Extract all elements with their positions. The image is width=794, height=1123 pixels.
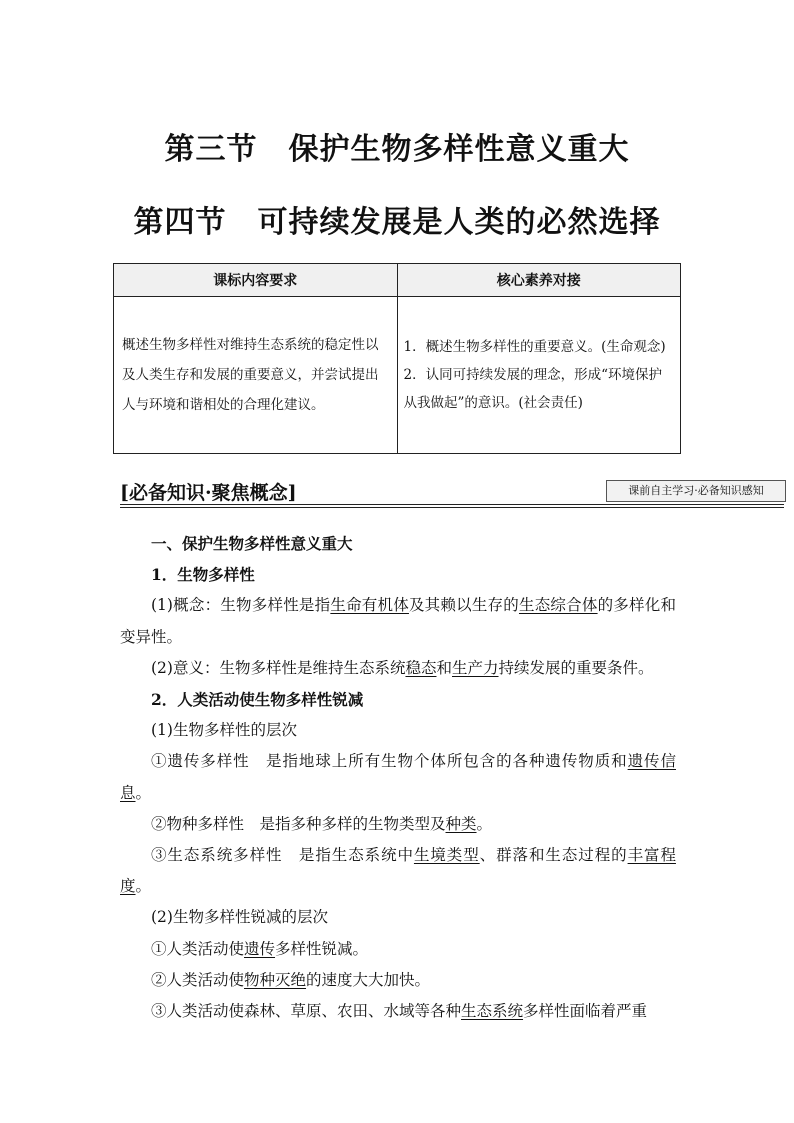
- blank-answer: 生态系统: [461, 1002, 524, 1021]
- paragraph-concept: (1)概念：生物多样性是指生命有机体及其赖以生存的生态综合体的多样化和变异性。: [120, 596, 676, 646]
- competency-item: 2．认同可持续发展的理念，形成“环境保护从我做起”的意识。(社会责任): [403, 367, 662, 411]
- blank-answer: 生产力: [452, 658, 499, 677]
- blank-answer: 生境类型: [413, 846, 480, 865]
- section-rule-bottom: [120, 507, 784, 508]
- table-header-requirements: 课标内容要求: [114, 264, 398, 297]
- paragraph-decline-3: ③人类活动使森林、草原、农田、水域等各种生态系统多样性面临着严重: [151, 1002, 648, 1021]
- heading-1-1: 1．生物多样性: [151, 565, 255, 585]
- paragraph-decline-2: ②人类活动使物种灭绝的速度大大加快。: [151, 970, 431, 989]
- section-title-4: 第四节 可持续发展是人类的必然选择: [133, 205, 661, 240]
- heading-1: 一、保护生物多样性意义重大: [151, 534, 353, 553]
- blank-answer: 生命有机体: [330, 596, 409, 615]
- paragraph-genetic: ①遗传多样性 是指地球上所有生物个体所包含的各种遗传物质和遗传信息。: [120, 752, 676, 802]
- requirements-cell: 概述生物多样性对维持生态系统的稳定性以及人类生存和发展的重要意义，并尝试提出人与环境和谐相处的合理化建议。: [114, 297, 398, 454]
- blank-answer: 生态综合体: [518, 596, 598, 615]
- blank-answer: 物种灭绝: [244, 970, 307, 989]
- blank-answer: 遗传信息: [120, 752, 676, 802]
- paragraph-ecosystem: ③生态系统多样性 是指生态系统中生境类型、群落和生态过程的丰富程度。: [120, 846, 676, 896]
- section-title-3: 第三节 保护生物多样性意义重大: [164, 132, 630, 167]
- competency-item: 1．概述生物多样性的重要意义。(生命观念): [403, 339, 666, 355]
- blank-answer: 丰富程度: [120, 846, 676, 896]
- section-rule-top: [120, 504, 784, 505]
- curriculum-standards-table: [113, 263, 681, 454]
- content-body: [120, 528, 676, 1027]
- table-header-competencies: 核心素养对接: [397, 264, 681, 297]
- heading-1-2: 2．人类活动使生物多样性锐减: [151, 690, 364, 710]
- blank-answer: 稳态: [405, 658, 437, 677]
- paragraph-decline-1: ①人类活动使遗传多样性锐减。: [151, 939, 369, 958]
- blank-answer: 遗传: [244, 939, 276, 958]
- paragraph-species: ②物种多样性 是指多种多样的生物类型及种类。: [151, 814, 493, 833]
- blank-answer: 种类: [445, 814, 477, 833]
- section-heading: [必备知识·聚焦概念]: [120, 482, 297, 504]
- section-tag: 课前自主学习·必备知识感知: [606, 480, 786, 502]
- decline-title: (2)生物多样性锐减的层次: [151, 908, 328, 927]
- competencies-cell: [397, 297, 681, 454]
- levels-title: (1)生物多样性的层次: [151, 721, 297, 740]
- paragraph-meaning: (2)意义：生物多样性是维持生态系统稳态和生产力持续发展的重要条件。: [151, 658, 654, 677]
